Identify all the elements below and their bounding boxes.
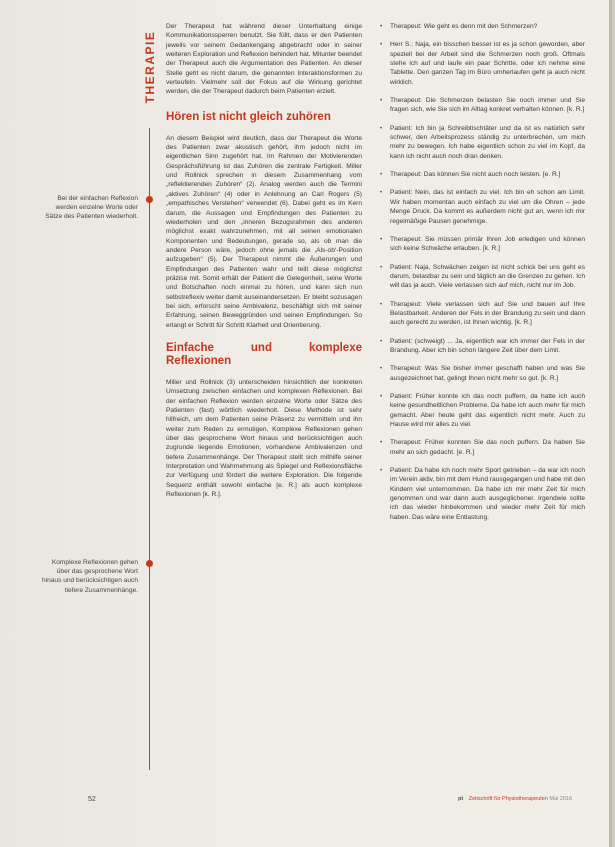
heading-hoeren: Hören ist nicht gleich zuhören (166, 110, 331, 123)
dialogue-list (380, 22, 585, 522)
intro-paragraph: Der Therapeut hat während dieser Unterhaltung einige Kommunikationssperren benutzt. Sie füllt, dass er den Patienten jeweils vor seinem Gedankengang abgebracht oder in seiner weiteren Exploration und Reflexion behindert hat. Mitunter beendet der Therapeut auch die Argumentation des Patienten. An dieser Stelle geht es nicht darum, die genannten Interaktionsformen zu verteufeln. Vielmehr soll der Fokus auf die Wirkung gerichtet werden, die der Therapeut dadurch beim Patienten erzielt. (166, 23, 362, 96)
journal-issue: Mai 2016 (549, 796, 573, 802)
margin-note-marker (146, 196, 153, 203)
journal-name: Zeitschrift für Physiotherapeuten (468, 796, 548, 802)
dialogue-item: • Patient: Nein, das ist einfach zu viel. Ich bin eh schon am Limit. Wir haben momentan auch einfach zu viel um die Ohren – jede Menge Druck. Da kommt es außerdem nicht gut an, wenn ich mir regelmäßige Pausen genehmige. (380, 188, 585, 225)
section-tab (142, 20, 156, 120)
dialogue-item: • Therapeut: Viele verlassen sich auf Sie und bauen auf Ihre Belastbarkeit. Anderen der Fels in der Brandung zu sein und dann auch gerecht zu werden, ist Ihnen wichtig. [k. R.] (380, 300, 585, 328)
dialogue-item: • Patient: (schweigt) ... Ja, eigentlich war ich immer der Fels in der Brandung. Aber ich bin schon längere Zeit über dem Limit. (380, 337, 585, 356)
dialogue-column (380, 22, 585, 531)
journal-prefix: pt (458, 796, 464, 802)
section-tab-label: THERAPIE (143, 30, 157, 104)
dialogue-item: • Therapeut: Das können Sie nicht auch noch leisten. [e. R.] (380, 170, 585, 179)
dialogue-item: • Therapeut: Was Sie bisher immer geschafft haben und was Sie ausgezeichnet hat, gelingt Ihnen nicht mehr so gut. [k. R.] (380, 364, 585, 383)
red-margin-rule (149, 128, 150, 770)
margin-note-marker (146, 560, 153, 567)
dialogue-item: • Patient: Früher konnte ich das noch puffern, da hatte ich auch keine gesundheitlichen Probleme. Da habe ich auch mehr für mich gemacht. Aber heute geht das eigentlich nicht mehr. Auch zu Hause wird mir alles zu viel. (380, 392, 585, 429)
dialogue-item: • Patient: Naja, Schwächen zeigen ist nicht schick bei uns geht es darum, belastbar zu sein und täglich an die Grenzen zu gehen. Ich will das ja auch. Viele verlassen sich auf mich, nicht nur im Job. (380, 263, 585, 291)
dialogue-item: • Therapeut: Die Schmerzen belasten Sie noch immer und Sie fragen sich, wie Sie sich im Alltag konkret verhalten können. [k. R.] (380, 96, 585, 115)
margin-note-2: Komplexe Reflexionen gehen über das gesprochene Wort hinaus und berücksichtigen auch tiefere Zusammenhänge. (41, 559, 138, 594)
heading-reflexionen: Einfache und komplexe Reflexionen (166, 341, 362, 367)
dialogue-item: • Therapeut: Sie müssen primär Ihren Job erledigen und können sich keine Schwäche erlauben. [k. R.] (380, 235, 585, 254)
dialogue-item: • Therapeut: Früher konnten Sie das noch puffern. Da haben Sie mehr an sich gedacht. [e. R.] (380, 438, 585, 457)
margin-note-1: Bei der einfachen Reflexion werden einzelne Worte oder Sätze des Patienten wiederholt. (45, 195, 138, 221)
main-column (166, 22, 362, 499)
page-number: 52 (88, 796, 96, 803)
body-paragraph-1: An diesem Beispiel wird deutlich, dass der Therapeut die Worte des Patienten zwar akustisch gehört, ihm jedoch nicht im eigentlichen Sinn zugehört hat. Im Rahmen der Motivierenden Gesprächsführung ist das Zuhören die zentrale Fertigkeit. Miller und Rollnick sprechen in diesem Zusammenhang vom „reflektierenden Zuhören“ (2). Analog werden auch die Termini „aktives Zuhören“ (4) oder in Anlehnung an Carl Rogers (5) „empathisches Verstehen“ verwendet (6). Dabei geht es im Kern darum, die Aussagen und Empfindungen des Patienten zu wiederholen und den „inneren Bezugsrahmen des anderen möglichst exakt wahrzunehmen, mit all seinen emotionalen Komponenten und Bedeutungen, gerade so, als ob man die andere Person wäre, jedoch ohne jemals die ‚Als-ob‘-Position aufzugeben“ (5). Der Therapeut nimmt die Äußerungen und Empfindungen des Patienten wahr und teilt diese möglichst präzise mit. Somit erhält der Patient die Gelegenheit, seine Worte und Botschaften noch einmal zu hören, und kann sich nun selbstreflexiv weiter damit auseinandersetzen. Er bleibt sozusagen bei sich, erforscht seine Ambivalenz, beschäftigt sich mit seiner Erfahrung, seinen Beweggründen und seinen Empfindungen. So erlangt er Schritt für Schritt Klarheit und Orientierung. (166, 134, 362, 329)
dialogue-item: • Therapeut: Wie geht es denn mit den Schmerzen? (380, 22, 585, 31)
dialogue-item: • Patient: Ich bin ja Schreibtischtäter und da ist es natürlich sehr schwer, den Arbeitsprozess ständig zu unterbrechen, um mich mehr zu bewegen. Ich habe eigentlich schon zu viel im Kopf, da kann ich nicht auch noch dran denken. (380, 124, 585, 161)
body-paragraph-2: Miller und Rollnick (3) unterscheiden hinsichtlich der konkreten Umsetzung zwischen einfachen und komplexen Reflexionen. Bei der einfachen Reflexion werden einzelne Worte oder Sätze des Patienten (fast) wörtlich wiederholt. Diese Methode ist sehr hilfreich, um dem Patienten seine Präsenz zu vermitteln und ihn weiter zum Reden zu ermutigen. Komplexe Reflexionen gehen über das gesprochene Wort hinaus und berücksichtigen auch zugrunde liegende Emotionen, vorhandene Ambivalenzen und tiefere Zusammenhänge. Der Therapeut stellt sich mithilfe seiner Interpretation und Wahrnehmung als Spiegel und Reflexionsfläche zur Verfügung und fördert die weitere Exploration. Die folgende Sequenz enthält sowohl einfache [e. R.] als auch komplexe Reflexionen [k. R.]. (166, 378, 362, 499)
journal-footer (458, 796, 572, 802)
dialogue-item: • Herr S.: Naja, ein bisschen besser ist es ja schon geworden, aber speziell bei der Arbeit sind die Schmerzen noch groß. Oftmals stehe ich auf und laufe ein paar Schritte, oder ich nehme eine Tablette. Den ganzen Tag im Büro umherlaufen geht ja auch nicht wirklich. (380, 40, 585, 87)
dialogue-item: • Patient: Da habe ich noch mehr Sport getrieben – da war ich noch im Verein aktiv, bin mit dem Hund rausgegangen und habe mit den Kindern viel unternommen. Da habe ich mir mehr Zeit für mich genommen und war dann auch ausgeglichener. Irgendwie sollte ich das wieder hinbekommen und wieder mehr Zeit für mich haben. Das wäre eine Entlastung. (380, 466, 585, 522)
